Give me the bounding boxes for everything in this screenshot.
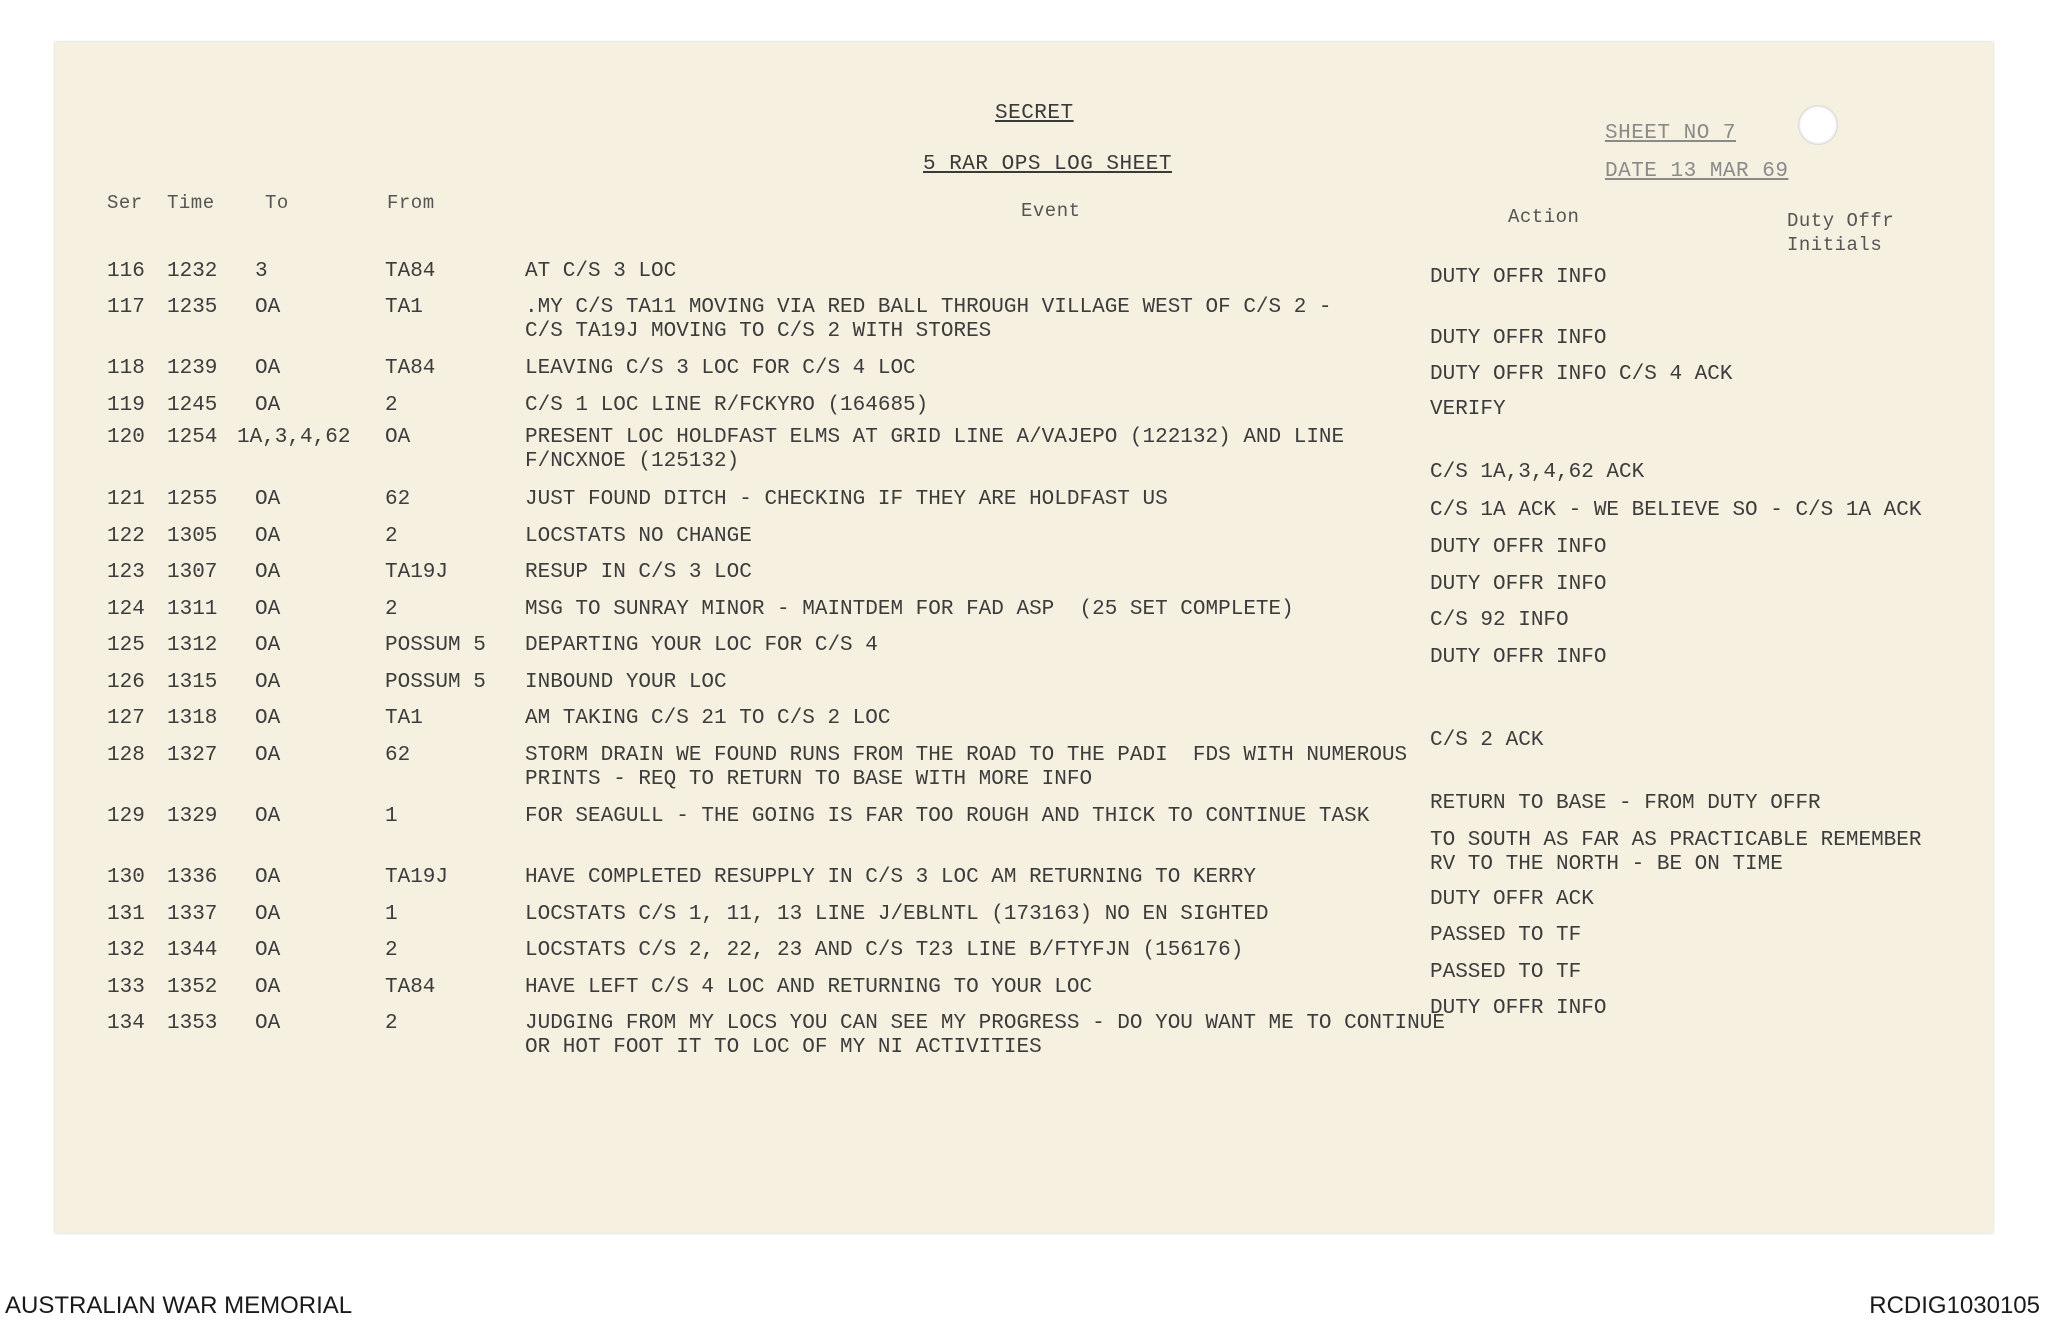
col-header-ser: Ser: [107, 192, 143, 214]
sheet-title: 5 RAR OPS LOG SHEET: [923, 153, 1172, 176]
entry-event: LOCSTATS C/S 1, 11, 13 LINE J/EBLNTL (173163) NO EN SIGHTED: [525, 903, 1269, 926]
entry-to: OA: [255, 561, 281, 584]
entry-serial: 127: [107, 707, 145, 730]
entry-time: 1312: [167, 634, 218, 657]
entry-time: 1344: [167, 939, 218, 962]
entry-time: 1254: [167, 426, 218, 449]
punch-hole: [1798, 105, 1838, 145]
entry-to: OA: [255, 976, 281, 999]
entry-event: JUST FOUND DITCH - CHECKING IF THEY ARE HOLDFAST US: [525, 488, 1168, 511]
entry-time: 1311: [167, 598, 218, 621]
entry-from: TA84: [385, 260, 436, 283]
entry-time: 1307: [167, 561, 218, 584]
col-header-time: Time: [167, 192, 215, 214]
col-header-action: Action: [1508, 206, 1580, 228]
entry-event: FOR SEAGULL - THE GOING IS FAR TOO ROUGH AND THICK TO CONTINUE TASK: [525, 805, 1370, 828]
entry-to: OA: [255, 394, 281, 417]
entry-from: 2: [385, 525, 398, 548]
entry-from: TA84: [385, 976, 436, 999]
entry-from: 2: [385, 939, 398, 962]
entry-event: RESUP IN C/S 3 LOC: [525, 561, 752, 584]
entry-event: INBOUND YOUR LOC: [525, 671, 727, 694]
entry-action: C/S 92 INFO: [1430, 609, 1569, 632]
entry-action: RETURN TO BASE - FROM DUTY OFFR: [1430, 792, 1821, 815]
entry-action: PASSED TO TF: [1430, 924, 1582, 947]
entry-from: OA: [385, 426, 411, 449]
entry-action: C/S 1A ACK - WE BELIEVE SO - C/S 1A ACK: [1430, 499, 1922, 522]
col-header-from: From: [387, 192, 435, 214]
entry-time: 1239: [167, 357, 218, 380]
log-sheet: [55, 42, 1993, 1233]
entry-from: 62: [385, 488, 411, 511]
entry-from: 2: [385, 598, 398, 621]
entry-serial: 116: [107, 260, 145, 283]
entry-time: 1329: [167, 805, 218, 828]
entry-serial: 118: [107, 357, 145, 380]
entry-event: STORM DRAIN WE FOUND RUNS FROM THE ROAD TO THE PADI FDS WITH NUMEROUS PRINTS - REQ TO RETURN TO BASE WITH MORE INFO: [525, 744, 1408, 791]
entry-from: TA19J: [385, 561, 449, 584]
entry-to: 1A,3,4,62: [237, 426, 351, 449]
entry-to: OA: [255, 488, 281, 511]
entry-action: C/S 2 ACK: [1430, 729, 1544, 752]
entry-serial: 133: [107, 976, 145, 999]
entry-serial: 134: [107, 1012, 145, 1035]
entry-time: 1336: [167, 866, 218, 889]
entry-event: MSG TO SUNRAY MINOR - MAINTDEM FOR FAD ASP (25 SET COMPLETE): [525, 598, 1294, 621]
footer-source: AUSTRALIAN WAR MEMORIAL: [5, 1292, 353, 1319]
entry-serial: 129: [107, 805, 145, 828]
entry-action: DUTY OFFR INFO: [1430, 997, 1607, 1020]
entry-serial: 125: [107, 634, 145, 657]
entry-event: PRESENT LOC HOLDFAST ELMS AT GRID LINE A/VAJEPO (122132) AND LINE F/NCXNOE (125132): [525, 426, 1345, 473]
entry-from: TA19J: [385, 866, 449, 889]
sheet-number: SHEET NO 7: [1605, 122, 1737, 145]
entry-action: DUTY OFFR INFO: [1430, 266, 1607, 289]
entry-action: DUTY OFFR INFO: [1430, 536, 1607, 559]
entry-serial: 121: [107, 488, 145, 511]
entry-time: 1255: [167, 488, 218, 511]
entry-serial: 128: [107, 744, 145, 767]
entry-to: OA: [255, 525, 281, 548]
footer-reference: RCDIG1030105: [1869, 1292, 2040, 1319]
entry-from: 2: [385, 1012, 398, 1035]
entry-serial: 124: [107, 598, 145, 621]
entry-time: 1318: [167, 707, 218, 730]
entry-to: OA: [255, 1012, 281, 1035]
classification-marking: SECRET: [995, 102, 1074, 125]
entry-from: 62: [385, 744, 411, 767]
entry-action: DUTY OFFR INFO: [1430, 573, 1607, 596]
entry-serial: 122: [107, 525, 145, 548]
col-header-event: Event: [1021, 200, 1081, 222]
entry-serial: 119: [107, 394, 145, 417]
entry-from: 1: [385, 805, 398, 828]
entry-time: 1353: [167, 1012, 218, 1035]
entry-event: LOCSTATS NO CHANGE: [525, 525, 752, 548]
entry-to: OA: [255, 939, 281, 962]
entry-to: OA: [255, 598, 281, 621]
entry-action: DUTY OFFR INFO: [1430, 646, 1607, 669]
col-header-duty-offr: Duty Offr: [1787, 210, 1895, 232]
entry-event: AT C/S 3 LOC: [525, 260, 677, 283]
entry-action: C/S 1A,3,4,62 ACK: [1430, 461, 1645, 484]
entry-event: HAVE LEFT C/S 4 LOC AND RETURNING TO YOUR LOC: [525, 976, 1093, 999]
entry-event: C/S 1 LOC LINE R/FCKYRO (164685): [525, 394, 929, 417]
entry-event: AM TAKING C/S 21 TO C/S 2 LOC: [525, 707, 891, 730]
entry-serial: 120: [107, 426, 145, 449]
entry-serial: 117: [107, 296, 145, 319]
entry-to: OA: [255, 357, 281, 380]
entry-to: OA: [255, 903, 281, 926]
entry-serial: 126: [107, 671, 145, 694]
entry-serial: 123: [107, 561, 145, 584]
entry-event: JUDGING FROM MY LOCS YOU CAN SEE MY PROGRESS - DO YOU WANT ME TO CONTINUE OR HOT FOOT IT TO LOC OF MY NI ACTIVITIES: [525, 1012, 1445, 1059]
entry-action: TO SOUTH AS FAR AS PRACTICABLE REMEMBER RV TO THE NORTH - BE ON TIME: [1430, 829, 1922, 876]
entry-to: OA: [255, 805, 281, 828]
entry-time: 1235: [167, 296, 218, 319]
entry-event: HAVE COMPLETED RESUPPLY IN C/S 3 LOC AM RETURNING TO KERRY: [525, 866, 1256, 889]
entry-event: LOCSTATS C/S 2, 22, 23 AND C/S T23 LINE B/FTYFJN (156176): [525, 939, 1244, 962]
entry-event: LEAVING C/S 3 LOC FOR C/S 4 LOC: [525, 357, 916, 380]
entry-serial: 131: [107, 903, 145, 926]
entry-event: .MY C/S TA11 MOVING VIA RED BALL THROUGH VILLAGE WEST OF C/S 2 - C/S TA19J MOVING TO C/S 2 WITH STORES: [525, 296, 1332, 343]
entry-to: OA: [255, 634, 281, 657]
col-header-to: To: [265, 192, 289, 214]
col-header-initials: Initials: [1787, 234, 1883, 256]
entry-to: OA: [255, 296, 281, 319]
entry-to: 3: [255, 260, 268, 283]
entry-from: POSSUM 5: [385, 671, 486, 694]
entry-time: 1232: [167, 260, 218, 283]
entry-from: POSSUM 5: [385, 634, 486, 657]
entry-action: DUTY OFFR INFO: [1430, 327, 1607, 350]
entry-action: DUTY OFFR ACK: [1430, 888, 1594, 911]
entry-to: OA: [255, 671, 281, 694]
sheet-date: DATE 13 MAR 69: [1605, 160, 1789, 183]
entry-time: 1245: [167, 394, 218, 417]
entry-serial: 132: [107, 939, 145, 962]
entry-to: OA: [255, 707, 281, 730]
entry-time: 1352: [167, 976, 218, 999]
entry-action: PASSED TO TF: [1430, 961, 1582, 984]
entry-to: OA: [255, 744, 281, 767]
entry-action: DUTY OFFR INFO C/S 4 ACK: [1430, 363, 1733, 386]
entry-time: 1305: [167, 525, 218, 548]
entry-time: 1315: [167, 671, 218, 694]
entry-from: TA1: [385, 707, 423, 730]
entry-serial: 130: [107, 866, 145, 889]
entry-to: OA: [255, 866, 281, 889]
entry-from: 2: [385, 394, 398, 417]
entry-time: 1337: [167, 903, 218, 926]
entry-from: TA1: [385, 296, 423, 319]
entry-event: DEPARTING YOUR LOC FOR C/S 4: [525, 634, 878, 657]
entry-time: 1327: [167, 744, 218, 767]
entry-from: 1: [385, 903, 398, 926]
entry-action: VERIFY: [1430, 398, 1506, 421]
entry-from: TA84: [385, 357, 436, 380]
